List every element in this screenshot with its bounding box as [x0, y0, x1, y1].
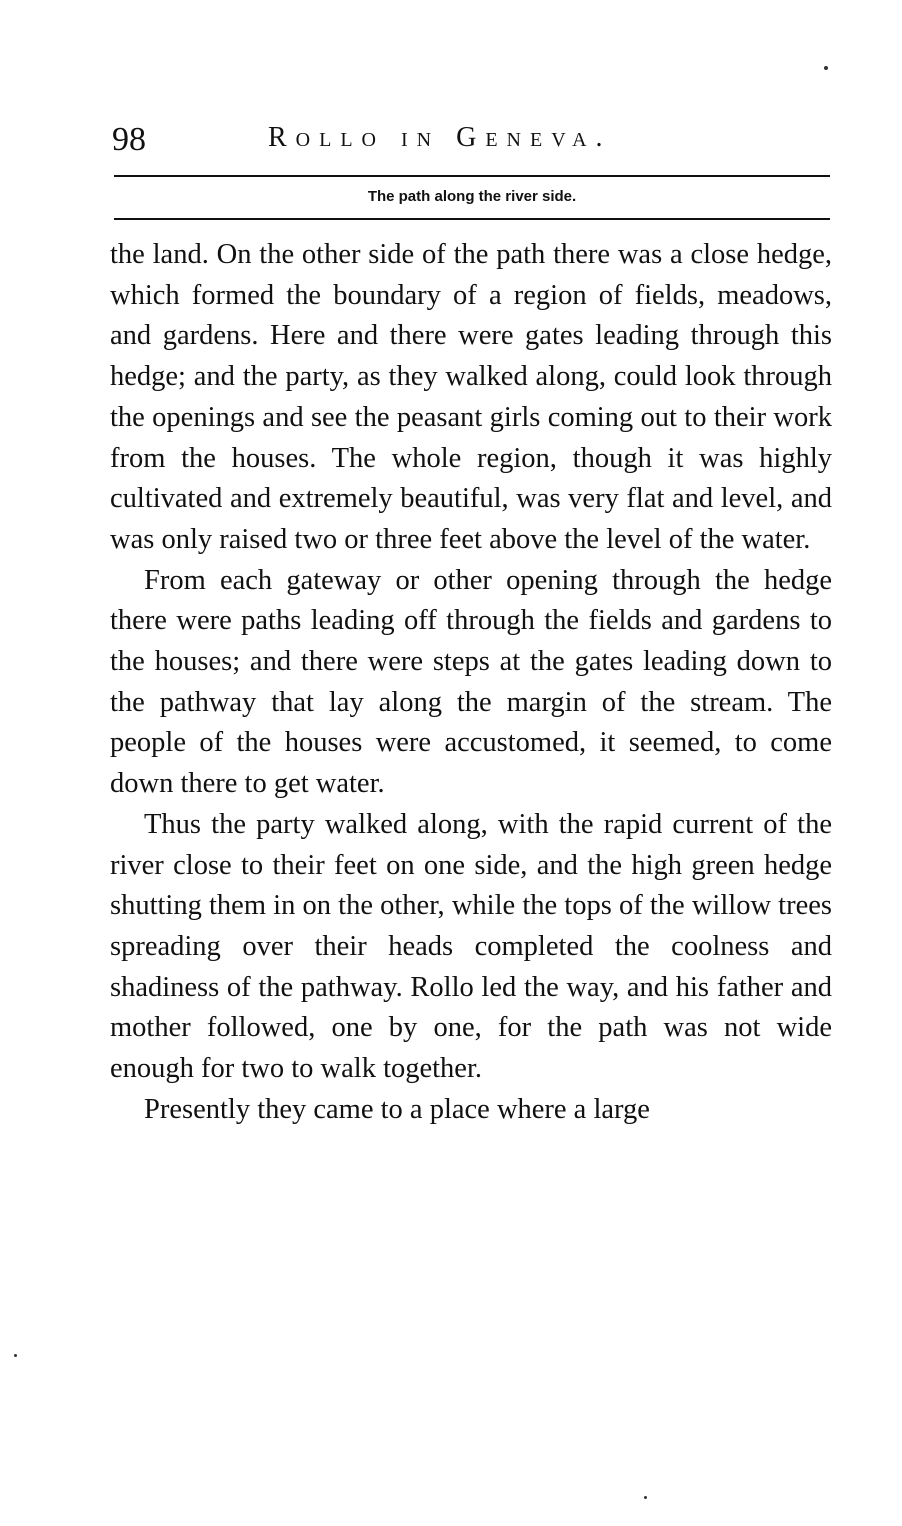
- header-rule-bottom: [114, 218, 830, 220]
- scan-speck: [644, 1496, 647, 1499]
- page-number: 98: [112, 121, 146, 158]
- paragraph: From each gateway or other opening through the hedge there were paths leading off through the fields and gardens to the houses; and there were steps at the gates leading down to the pathway that lay along the margin of the stream. The people of the houses were accustomed, it seemed, to come down there to get water.: [110, 564, 832, 800]
- paragraph: Presently they came to a place where a large: [144, 1093, 650, 1125]
- header-rule-top: [114, 175, 830, 177]
- book-title: Rollo in Geneva.: [268, 122, 612, 153]
- scan-speck: [14, 1354, 17, 1357]
- section-heading: The path along the river side.: [367, 188, 577, 205]
- body-text: [110, 235, 832, 1130]
- scan-speck: [824, 66, 828, 70]
- running-head: [112, 116, 832, 160]
- paragraph: Thus the party walked along, with the rapid current of the river close to their feet on one side, and the high green hedge shutting them in on the other, while the tops of the willow trees spreading over their heads completed the coolness and shadiness of the pathway. Rollo led the way, and his father and mother followed, one by one, for the path was not wide enough for two to walk together.: [110, 808, 832, 1085]
- paragraph-continued: the land. On the other side of the path there was a close hedge, which formed the boundary of a region of fields, meadows, and gardens. Here and there were gates leading through this hedge; and the party, as they walked along, could look through the openings and see the peasant girls coming out to their work from the houses. The whole region, though it was highly cultivated and extremely beautiful, was very flat and level, and was only raised two or three feet above the level of the water.: [110, 239, 832, 555]
